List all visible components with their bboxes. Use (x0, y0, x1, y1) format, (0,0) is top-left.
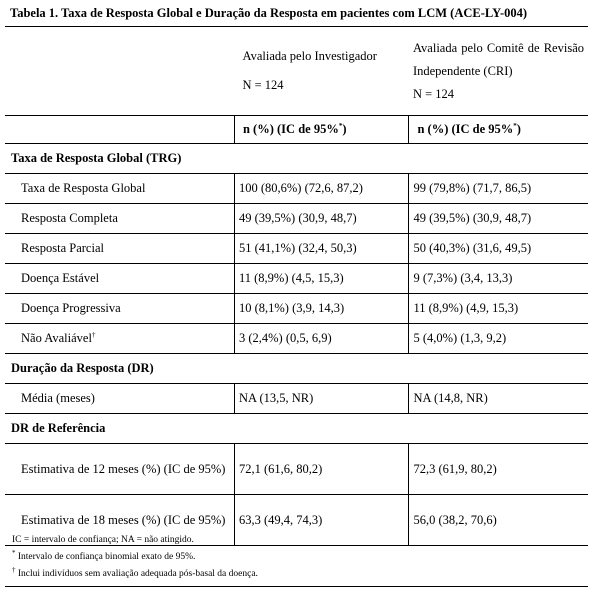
subheader-investigator: n (%) (IC de 95%*) (234, 116, 408, 144)
subheader-row (5, 116, 588, 144)
section-trg (5, 144, 588, 174)
row-value-investigator: 51 (41,1%) (32,4, 50,3) (234, 234, 408, 264)
row-label: Estimativa de 12 meses (%) (IC de 95%) (5, 444, 234, 495)
row-value-cri: 9 (7,3%) (3,4, 13,3) (409, 264, 588, 294)
row-value-investigator: 10 (8,1%) (3,9, 14,3) (234, 294, 408, 324)
section-title-trg: Taxa de Resposta Global (TRG) (5, 144, 588, 174)
investigator-col-n: N = 124 (242, 78, 284, 92)
table-row (5, 294, 588, 324)
footnote-not-evaluable: † Inclui indivíduos sem avaliação adequada pós-basal da doença. (12, 565, 258, 579)
cri-col-title: Avaliada pelo Comitê de Revisão Independente (CRI) (412, 40, 584, 78)
footnote-ci: * Intervalo de confiança binomial exato de 95%. (12, 548, 196, 562)
table-row (5, 384, 588, 414)
row-label: Doença Progressiva (5, 294, 234, 324)
table-row (5, 234, 588, 264)
table-caption: Tabela 1. Taxa de Resposta Global e Duração da Resposta em pacientes com LCM (ACE-LY-004) (10, 6, 528, 20)
row-value-cri: NA (14,8, NR) (409, 384, 588, 414)
footnote-abbreviations: IC = intervalo de confiança; NA = não atingido. (12, 535, 194, 545)
section-ref (5, 414, 588, 444)
row-value-cri: 5 (4,0%) (1,3, 9,2) (409, 324, 588, 354)
header-cri (409, 27, 588, 116)
header-empty-cell (5, 27, 234, 116)
row-value-investigator: 49 (39,5%) (30,9, 48,7) (234, 204, 408, 234)
row-value-investigator: 3 (2,4%) (0,5, 6,9) (234, 324, 408, 354)
row-value-investigator: 72,1 (61,6, 80,2) (234, 444, 408, 495)
header-row (5, 27, 588, 116)
row-label: Resposta Completa (5, 204, 234, 234)
row-label: Média (meses) (5, 384, 234, 414)
footnotes (12, 532, 588, 583)
cri-col-n: N = 124 (412, 86, 455, 101)
row-value-investigator: 11 (8,9%) (4,5, 15,3) (234, 264, 408, 294)
row-value-investigator: 63,3 (49,4, 74,3) (234, 495, 408, 546)
row-label: Taxa de Resposta Global (5, 174, 234, 204)
table-row (5, 204, 588, 234)
row-value-cri: 49 (39,5%) (30,9, 48,7) (409, 204, 588, 234)
header-investigator (234, 27, 408, 116)
row-value-investigator: 100 (80,6%) (72,6, 87,2) (234, 174, 408, 204)
row-label: Estimativa de 18 meses (%) (IC de 95%) (5, 495, 234, 546)
row-value-cri: 50 (40,3%) (31,6, 49,5) (409, 234, 588, 264)
row-value-investigator: NA (13,5, NR) (234, 384, 408, 414)
row-value-cri: 99 (79,8%) (71,7, 86,5) (409, 174, 588, 204)
table-row (5, 264, 588, 294)
table-row (5, 324, 588, 354)
row-label: Não Avaliável† (5, 324, 234, 354)
subheader-empty (5, 116, 234, 144)
results-table (5, 26, 588, 546)
dagger-mark: † (91, 330, 96, 339)
table-row (5, 444, 588, 495)
bottom-rule (5, 586, 588, 587)
subheader-cri: n (%) (IC de 95%*) (409, 116, 588, 144)
row-value-cri: 11 (8,9%) (4,9, 15,3) (409, 294, 588, 324)
investigator-col-title: Avaliada pelo Investigador (242, 49, 377, 63)
section-dr (5, 354, 588, 384)
table-row (5, 174, 588, 204)
row-value-cri: 56,0 (38,2, 70,6) (409, 495, 588, 546)
row-label: Resposta Parcial (5, 234, 234, 264)
row-value-cri: 72,3 (61,9, 80,2) (409, 444, 588, 495)
section-title-ref: DR de Referência (5, 414, 588, 444)
row-label: Doença Estável (5, 264, 234, 294)
section-title-dr: Duração da Resposta (DR) (5, 354, 588, 384)
